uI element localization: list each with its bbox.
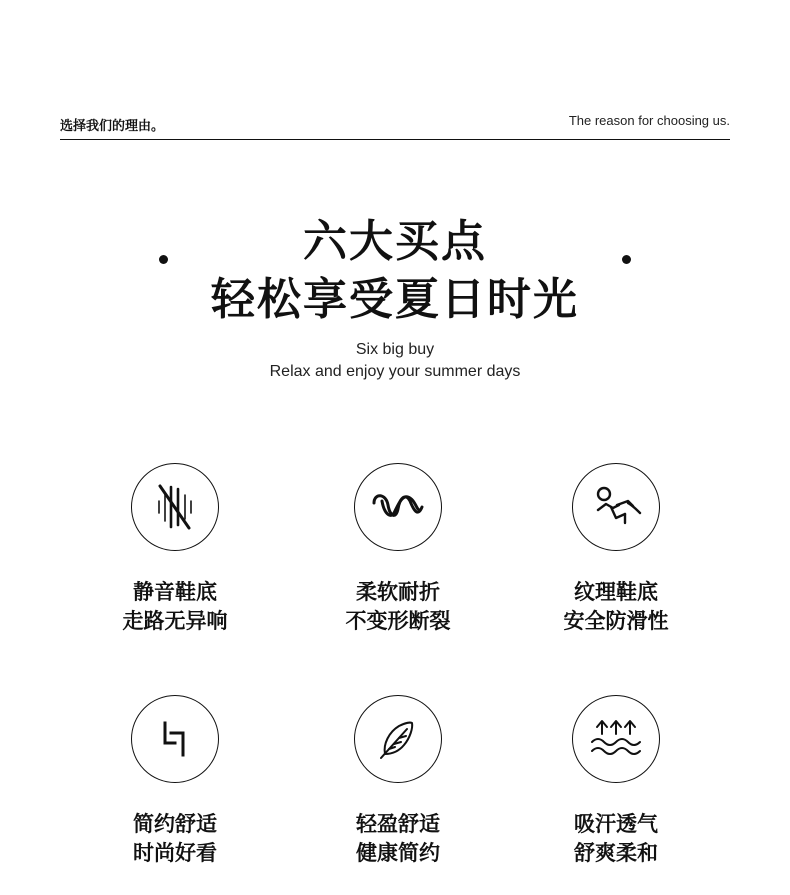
feature-title: 柔软耐折 — [356, 580, 440, 604]
feature-icon-circle — [572, 695, 660, 783]
feature-icon-circle — [354, 463, 442, 551]
feature-subtitle: 走路无异响 — [122, 609, 228, 633]
feature-subtitle: 健康简约 — [356, 841, 440, 865]
breathable-arrows-icon — [586, 716, 646, 762]
feature-anti-slip — [516, 463, 716, 636]
feature-breathable — [516, 695, 716, 868]
feature-title: 吸汗透气 — [574, 812, 658, 836]
feature-title: 静音鞋底 — [133, 580, 217, 604]
feather-icon — [373, 714, 423, 764]
feature-title: 简约舒适 — [133, 812, 217, 836]
feature-icon-circle — [131, 695, 219, 783]
feature-simple-comfort — [75, 695, 275, 868]
feature-silent-sole — [75, 463, 275, 636]
wave-spring-icon — [368, 487, 428, 527]
hero-title-line1: 六大买点 — [303, 216, 487, 267]
feature-soft-flexible — [298, 463, 498, 636]
slip-person-icon — [586, 477, 646, 537]
feature-title: 纹理鞋底 — [574, 580, 658, 604]
hero-subtitle-line1: Six big buy — [355, 341, 435, 358]
feature-subtitle: 不变形断裂 — [345, 609, 451, 633]
header-right-text: The reason for choosing us. — [568, 113, 730, 128]
feature-subtitle: 舒爽柔和 — [574, 841, 658, 865]
feature-icon-circle — [354, 695, 442, 783]
feature-subtitle: 时尚好看 — [133, 841, 217, 865]
header-divider — [60, 139, 730, 140]
mute-sound-icon — [145, 477, 205, 537]
hero-title-line2: 轻松享受夏日时光 — [211, 274, 579, 325]
feature-title: 轻盈舒适 — [356, 812, 440, 836]
hero-subtitle-line2: Relax and enjoy your summer days — [269, 363, 521, 380]
feature-icon-circle — [131, 463, 219, 551]
feature-icon-circle — [572, 463, 660, 551]
feature-lightweight — [298, 695, 498, 868]
header-left-text: 选择我们的理由。 — [60, 119, 165, 134]
feature-subtitle: 安全防滑性 — [563, 609, 669, 633]
minimal-shape-icon — [155, 717, 195, 761]
